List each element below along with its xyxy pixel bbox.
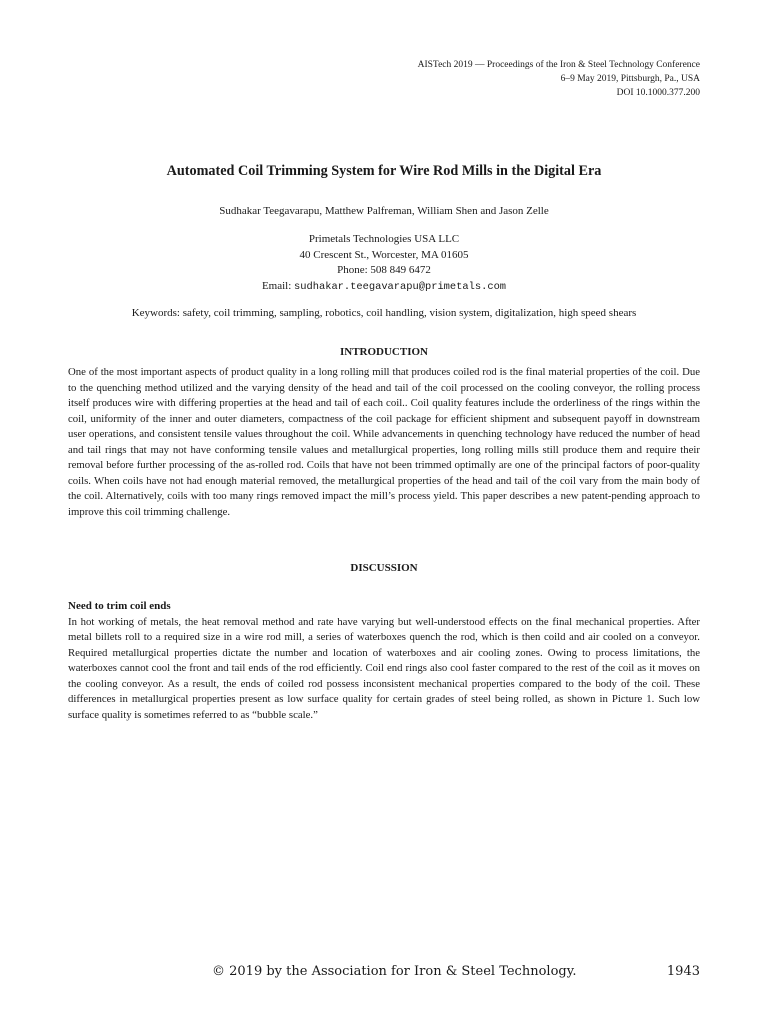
discussion-paragraph: In hot working of metals, the heat removal method and rate have varying but well-understood effects on the final mechanical properties. After metal billets roll to a required size in a wire rod mill, a series of waterboxes quench the rod, which is then coild and air cooled on a conveyor. Required metallurgical properties dictate the number and location of waterboxes and air cooling zones. Owing to process limitations, the waterboxes cannot cool the front and tail ends of the rod efficiently. Coil end rings also cool faster compared to the rest of the coil as it moves on the cooling conveyor. As a result, the ends of coiled rod possess inconsistent mechanical properties compared to the body of the coil. These differences in metallurgical properties present as low surface quality for certain grades of steel being rolled, as shown in Picture 1. Such low surface quality is sometimes referred to as “bubble scale.” (68, 615, 700, 721)
phone-number: Phone: 508 849 6472 (337, 264, 431, 276)
running-header (418, 58, 700, 100)
email-address: sudhakar.teegavarapu@primetals.com (294, 280, 507, 293)
subsection-heading: Need to trim coil ends (68, 600, 171, 612)
conference-dates: 6–9 May 2019, Pittsburgh, Pa., USA (560, 74, 700, 84)
keywords-text: safety, coil trimming, sampling, robotics, coil handling, vision system, digitalization, high speed shears (182, 307, 637, 319)
affiliation-block (0, 232, 768, 295)
company-name: Primetals Technologies USA LLC (308, 233, 460, 245)
email-label: Email: (261, 279, 295, 292)
company-address: 40 Crescent St., Worcester, MA 01605 (299, 248, 469, 261)
doi: DOI 10.1000.377.200 (616, 88, 700, 98)
author-list: Sudhakar Teegavarapu, Matthew Palfreman, William Shen and Jason Zelle (219, 205, 549, 217)
conference-name: AISTech 2019 — Proceedings of the Iron & Steel Technology Conference (417, 60, 700, 70)
page-number: 1943 (666, 964, 700, 979)
email-line (0, 279, 768, 296)
keywords-label: Keywords: (131, 307, 183, 319)
introduction-heading: INTRODUCTION (339, 346, 428, 358)
discussion-heading: DISCUSSION (350, 562, 418, 574)
introduction-paragraph: One of the most important aspects of product quality in a long rolling mill that produces coiled rod is the final material properties of the coil. Due to the quenching method utilized and the varying density of the head and tail of the coil processed on the cooling conveyor, the rolling process itself produces wire with differing properties at the head and tail of each coil.. Coil quality features include the orderliness of the rings within the coil, uniformity of the inner and outer diameters, compactness of the coil package for efficient shipment and subsequent payoff in downstream user operations, and consistent tensile values throughout the coil. While advancements in quenching technology have reduced the number of head and tail rings that may not have conforming tensile values and metallurgical properties, long rolling mills still produce them and require their removal before further processing of the as-rolled rod. Coils that have not been trimmed optimally are one of the principal factors of poor-quality coils. When coils have not had enough material removed, the metallurgical properties of the head and tail of the coil vary from the main body of the coil. Alternatively, coils with too many rings removed impact the mill’s process yield. This paper describes a new patent-pending approach to improve this coil trimming challenge. (68, 366, 700, 518)
discussion-section (68, 599, 700, 723)
copyright-notice: © 2019 by the Association for Iron & Steel Technology. (212, 964, 577, 979)
paper-title: Automated Coil Trimming System for Wire Rod Mills in the Digital Era (166, 163, 602, 179)
keywords-line (0, 307, 768, 319)
